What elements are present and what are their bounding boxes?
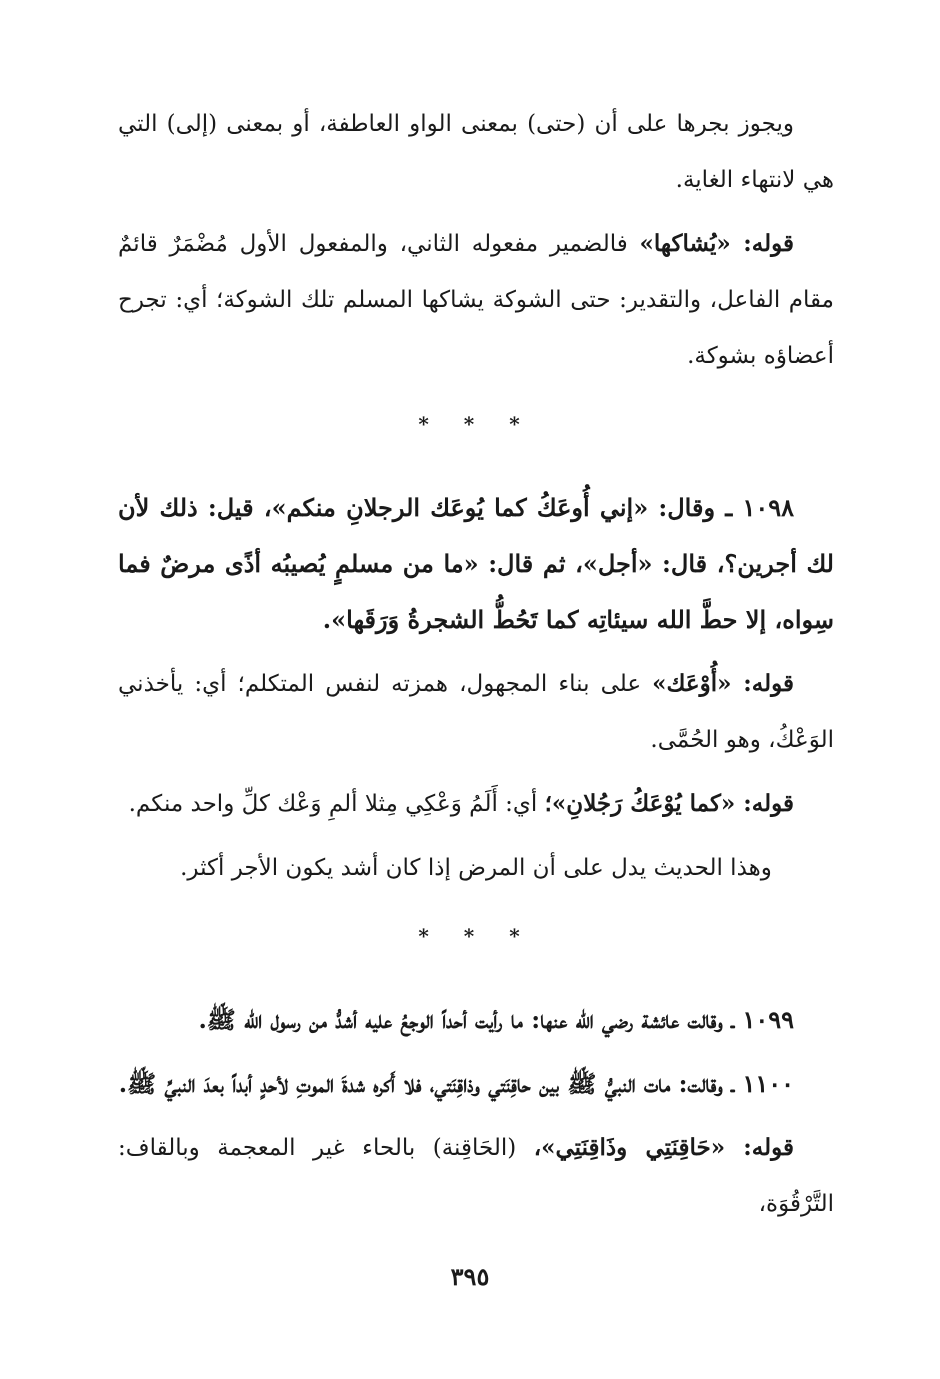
page-number: ٣٩٥ [450, 1262, 490, 1291]
hadith-1099: ١٠٩٩ ـ وقالت عائشة رضي الله عنها: ما رأيت أحداً الوجعُ عليه أشدُّ من رسول الله ﷺ. [198, 1005, 794, 1034]
hadith-1100: ١١٠٠ ـ وقالت: مات النبيُّ ﷺ بين حاقِنَتي وذاقِنَتي، فلا أَكره شدةَ الموتِ لأحدٍ أبداً بعدَ النبيِّ ﷺ. [118, 1069, 794, 1098]
commentary-1-text: على بناء المجهول، همزته لنفس المتكلم؛ أي: يأخذني الوَعْكُ، وهو الحُمَّى. [118, 671, 834, 753]
hadith-1098: ١٠٩٨ ـ وقال: «إني أُوعَكُ كما يُوعَك الرجلانِ منكم»، قيل: ذلك لأن لك أجرين؟، قال: «أجل»، ثم قال: «ما من مسلمٍ يُصيبُه أذًى مرضٌ فما سِواه، إلا حطَّ الله سيئاتِه كما تَحُطُّ الشجرةُ وَرَقَها». [118, 493, 834, 634]
commentary-3-text: (الحَاقِنة) بالحاء غير المعجمة وبالقاف: التَّرْقُوَة، [118, 1135, 834, 1217]
paragraph-commentary-3 [118, 1120, 834, 1232]
commentary-2-text: أي: أَلَمُ وَعْكِي مِثلا ألمِ وَعْك كلِّ واحد منكم. [128, 791, 545, 817]
paragraph-commentary-1 [118, 656, 834, 768]
paragraph-conclusion: وهذا الحديث يدل على أن المرض إذا كان أشد يكون الأجر أكثر. [180, 855, 772, 881]
commentary-3-lead: قوله: «حَاقِنَتِي وذَاقِنَتِي»، [533, 1134, 794, 1161]
paragraph-1-text: ويجوز بجرها على أن (حتى) بمعنى الواو العاطفة، أو بمعنى (إلى) التي هي لانتهاء الغاية. [118, 111, 834, 193]
paragraph-2 [118, 216, 834, 384]
commentary-1-lead: قوله: «أُوْعَك» [652, 670, 794, 697]
section-separator-1: * * * [418, 412, 534, 436]
page-body [118, 96, 834, 1240]
paragraph-2-lead: قوله: «يُشاكها» [639, 230, 794, 257]
paragraph-commentary-2 [118, 776, 834, 832]
paragraph-2-text: فالضمير مفعوله الثاني، والمفعول الأول مُضْمَرٌ قائمٌ مقام الفاعل، والتقدير: حتى الشوكة يشاكها المسلم تلك الشوكة؛ أي: تجرح أعضاؤه بشوكة. [118, 231, 834, 369]
section-separator-2: * * * [418, 924, 534, 948]
commentary-2-lead: قوله: «كما يُوْعَكُ رَجُلانِ»؛ [544, 790, 794, 817]
paragraph-1 [118, 96, 834, 208]
